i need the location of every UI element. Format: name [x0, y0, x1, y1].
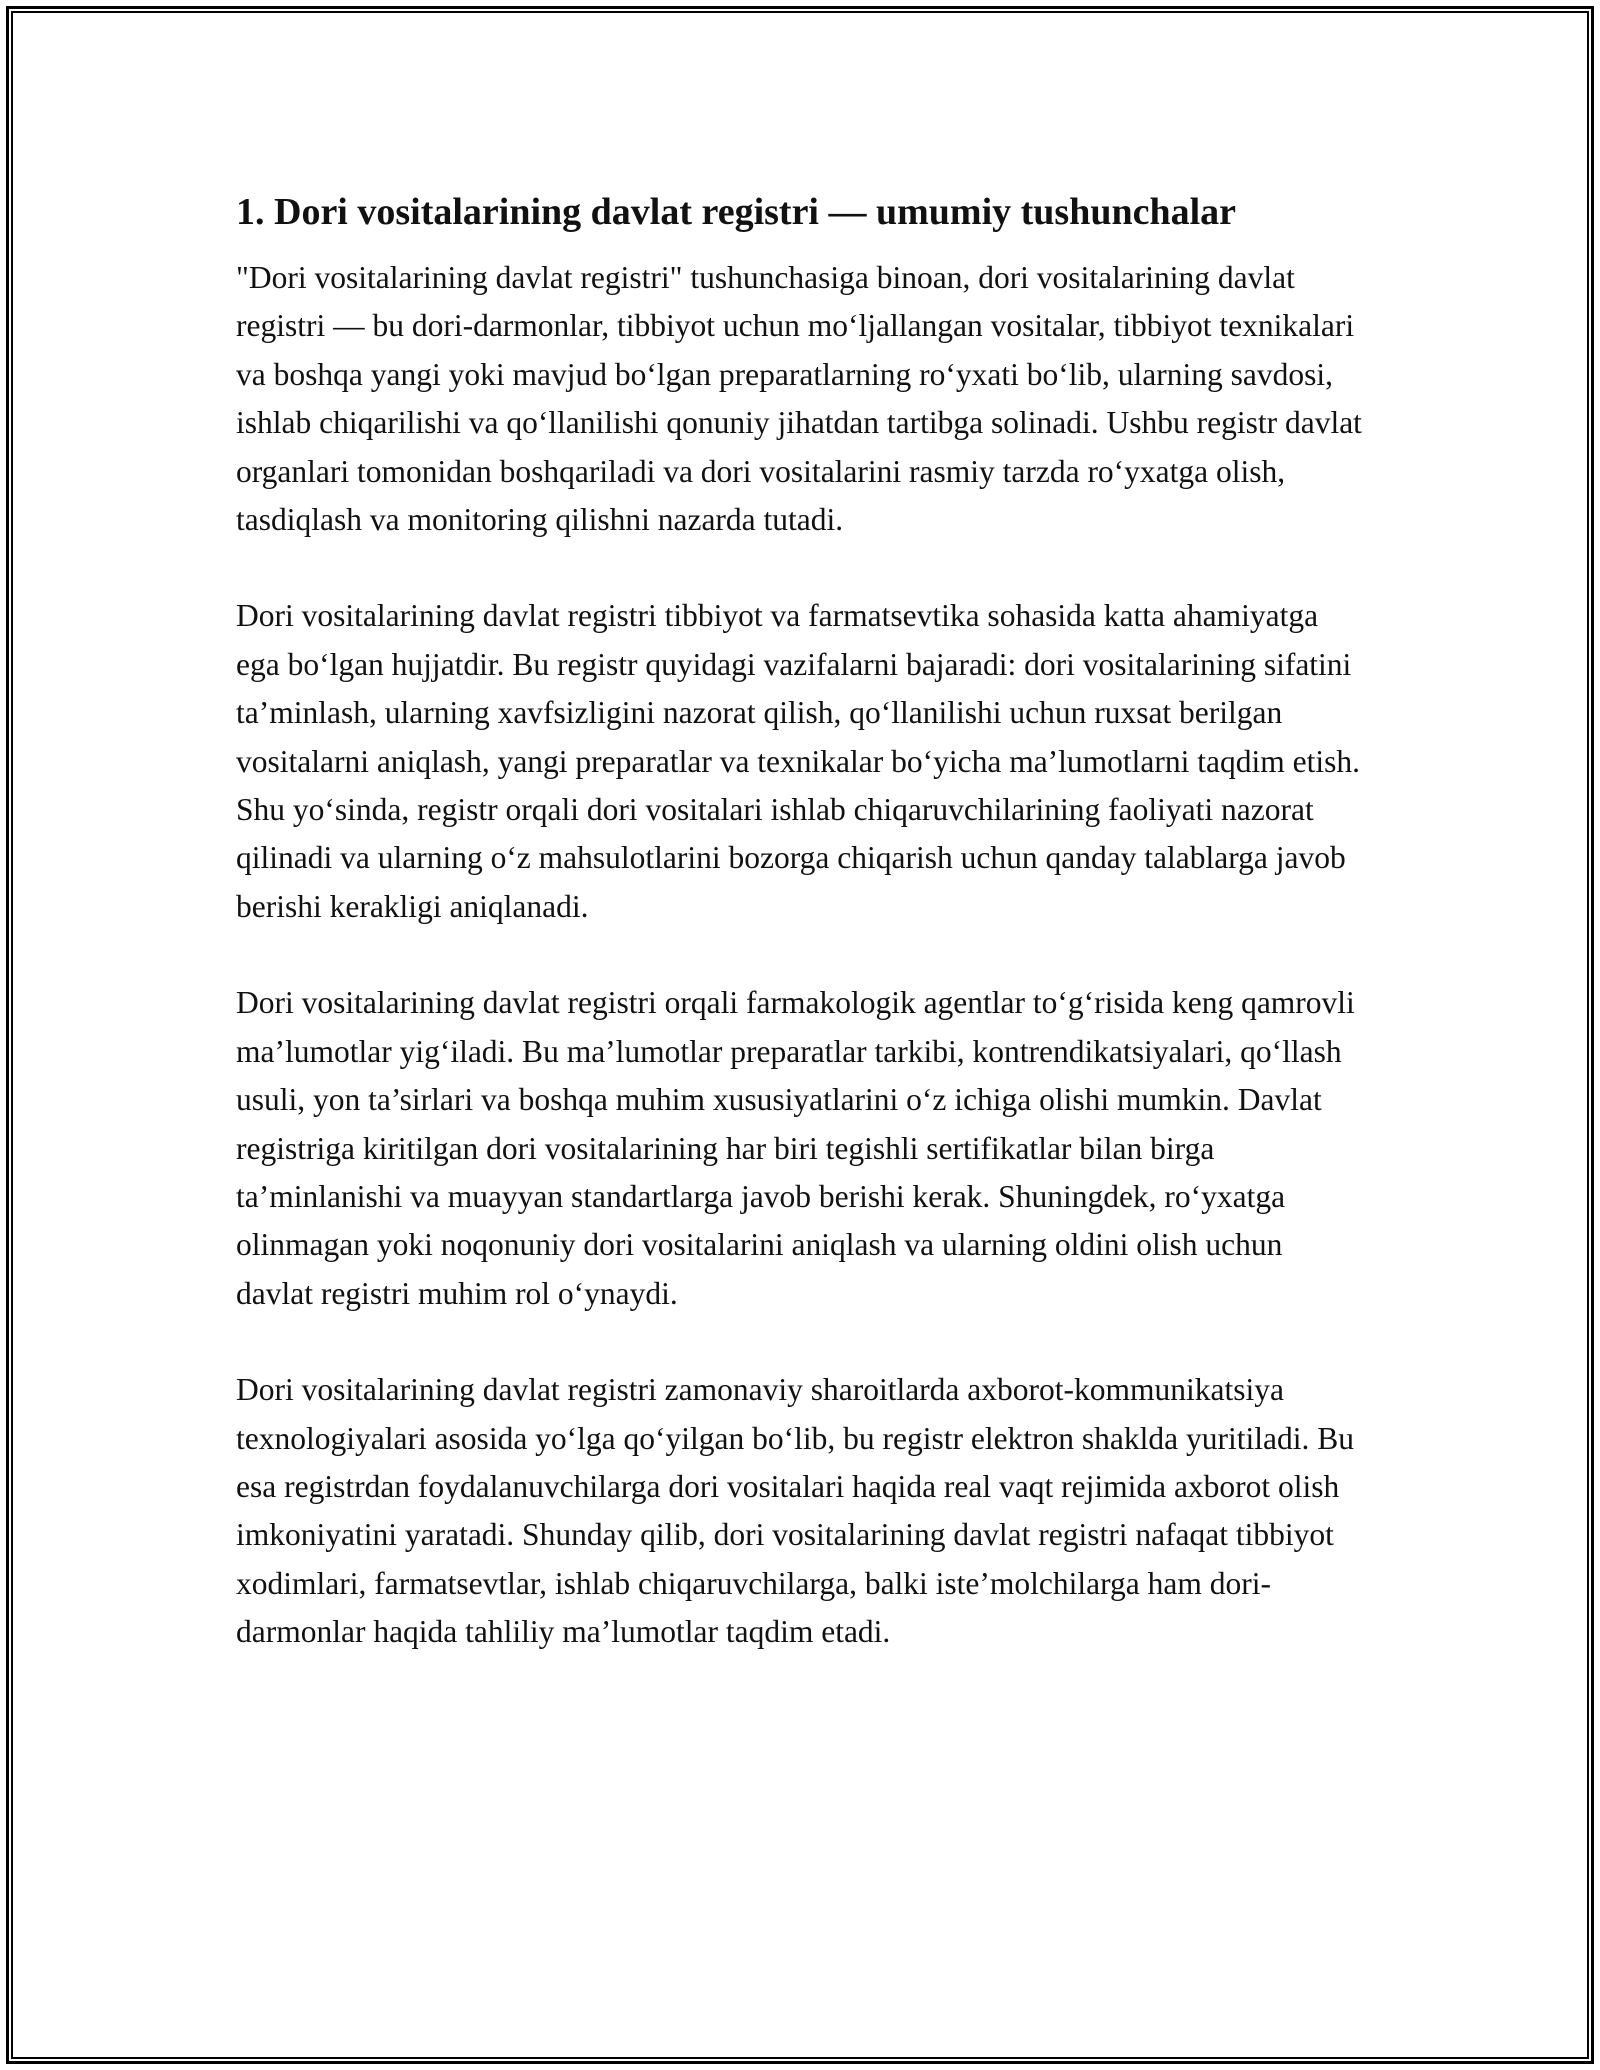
paragraph-electronic-registry: Dori vositalarining davlat registri zamonaviy sharoitlarda axborot-kommunikatsiya texnologiyalari asosida yoʻlga qoʻyilgan boʻlib, bu registr elektron shaklda yuritiladi. Bu esa registrdan foydalanuvchilarga dori vositalari haqida real vaqt rejimida axborot olish imkoniyatini yaratadi. Shunday qilib, dori vositalarining davlat registri nafaqat tibbiyot xodimlari, farmatsevtlar, ishlab chiqaruvchilarga, balki iste’molchilarga ham dori-darmonlar haqida tahliliy ma’lumotlar taqdim etadi. — [236, 1372, 1355, 1650]
paragraph-definition: "Dori vositalarining davlat registri" tushunchasiga binoan, dori vositalarining davlat registri — bu dori-darmonlar, tibbiyot uchun moʻljallangan vositalar, tibbiyot texnikalari va boshqa yangi yoki mavjud boʻlgan preparatlarning roʻyxati boʻlib, ularning savdosi, ishlab chiqarilishi va qoʻllanilishi qonuniy jihatdan tartibga solinadi. Ushbu registr davlat organlari tomonidan boshqariladi va dori vositalarini rasmiy tarzda roʻyxatga olish, tasdiqlash va monitoring qilishni nazarda tutadi. — [236, 260, 1362, 538]
document-body — [236, 188, 1366, 1705]
section-heading: 1. Dori vositalarining davlat registri — umumiy tushunchalar — [236, 191, 1237, 233]
paragraph-functions: Dori vositalarining davlat registri tibbiyot va farmatsevtika sohasida katta ahamiyatga ega boʻlgan hujjatdir. Bu registr quyidagi vazifalarni bajaradi: dori vositalarining sifatini ta’minlash, ularning xavfsizligini nazorat qilish, qoʻllanilishi uchun ruxsat berilgan vositalarni aniqlash, yangi preparatlar va texnikalar boʻyicha ma’lumotlarni taqdim etish. Shu yoʻsinda, registr orqali dori vositalari ishlab chiqaruvchilarining faoliyati nazorat qilinadi va ularning oʻz mahsulotlarini bozorga chiqarish uchun qanday talablarga javob berishi kerakligi aniqlanadi. — [236, 598, 1361, 924]
paragraph-information: Dori vositalarining davlat registri orqali farmakologik agentlar toʻgʻrisida keng qamrovli ma’lumotlar yigʻiladi. Bu ma’lumotlar preparatlar tarkibi, kontrendikatsiyalari, qoʻllash usuli, yon ta’sirlari va boshqa muhim xususiyatlarini oʻz ichiga olishi mumkin. Davlat registriga kiritilgan dori vositalarining har biri tegishli sertifikatlar bilan birga ta’minlanishi va muayyan standartlarga javob berishi kerak. Shuningdek, roʻyxatga olinmagan yoki noqonuniy dori vositalarini aniqlash va ularning oldini olish uchun davlat registri muhim rol oʻynaydi. — [236, 985, 1355, 1311]
